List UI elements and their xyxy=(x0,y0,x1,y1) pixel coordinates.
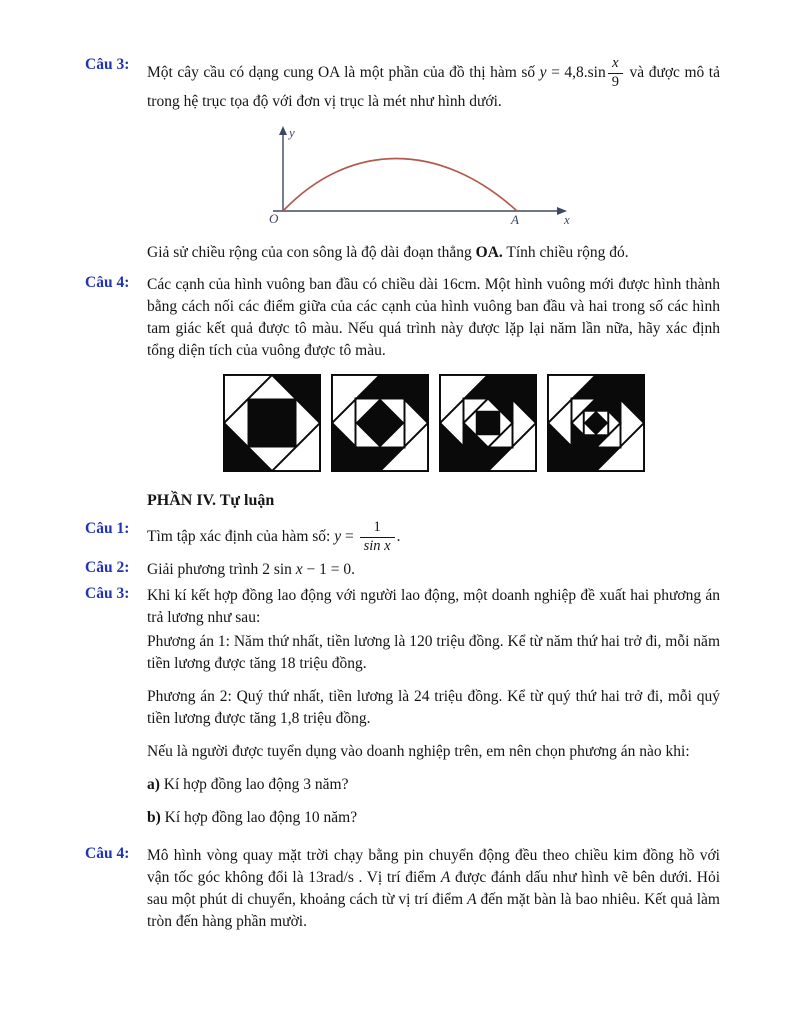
math-run: = 4,8.sin xyxy=(546,64,606,81)
x-axis-label: x xyxy=(564,211,570,225)
text-run: . xyxy=(396,527,401,545)
text-run: Kí hợp đồng lao động 3 năm? xyxy=(159,775,349,793)
text-run: được đánh dấu như hình vẽ bên dưới. Hỏi sau một phút di chuyển, khoảng cách từ vị trí điểm xyxy=(147,868,720,908)
paragraph: Phương án 1: Năm thứ nhất, tiền lương là 120 triệu đồng. Kể từ năm thứ hai trở đi, mỗi năm tiền lương được tăng 18 triệu đồng. xyxy=(147,632,720,672)
text-run: Một cây cầu có dạng cung OA là một phần của đồ thị hàm số xyxy=(147,64,540,81)
text-run: đến mặt bàn là bao nhiêu. Kết quả làm tròn đến hàng phần mười. xyxy=(147,890,720,930)
question-text xyxy=(147,56,720,264)
fractal-square-4 xyxy=(547,374,645,472)
fractal-square-1 xyxy=(223,374,321,472)
math-var-x: x xyxy=(295,560,303,578)
point-a-label: A xyxy=(511,211,519,225)
text-run: . xyxy=(351,560,356,578)
sine-bridge-graph xyxy=(265,123,720,232)
text-run: Tìm tập xác định của hàm số: xyxy=(147,527,335,545)
text-run: Tính chiều rộng đó. xyxy=(502,243,629,261)
option-b-marker: b) xyxy=(147,808,161,826)
text-run: Giả sử chiều rộng của con sông là độ dài đoạn thẳng xyxy=(147,243,476,261)
question-footer xyxy=(147,242,720,264)
math-run: = xyxy=(341,527,358,545)
question-text xyxy=(147,520,720,555)
fraction-x-over-9: $\frac{x}{9}$ xyxy=(608,56,623,91)
question-text xyxy=(147,845,720,933)
paragraph: Nếu là người được tuyển dụng vào doanh nghiệp trên, em nên chọn phương án nào khi: xyxy=(147,742,690,760)
paragraph: Khi kí kết hợp đồng lao động với người lao động, một doanh nghiệp đề xuất hai phương án trả lương như sau: xyxy=(147,586,720,626)
math-var-y: y xyxy=(334,527,342,545)
question-part4-2 xyxy=(0,559,792,581)
section-heading: PHẦN IV. Tự luận xyxy=(147,491,275,509)
question-label: Câu 1: xyxy=(85,519,130,537)
question-text xyxy=(147,585,720,831)
paragraph: Phương án 2: Quý thứ nhất, tiền lương là 24 triệu đồng. Kể từ quý thứ hai trở đi, mỗi quý tiền lương được tăng 1,8 triệu đồng. xyxy=(147,687,720,727)
option-b xyxy=(147,807,720,829)
question-label: Câu 3: xyxy=(85,56,130,73)
math-var-a: A xyxy=(467,890,477,908)
math-var-y: y xyxy=(539,64,547,81)
text-run: Kí hợp đồng lao động 10 năm? xyxy=(160,808,358,826)
segment-oa-bold: OA. xyxy=(475,243,503,261)
fraction-1-over-sinx: $\frac{1}{\text{sin x}}$ xyxy=(360,520,395,555)
text-run: Mô hình vòng quay mặt trời chạy bằng pin chuyển động đều theo chiều kim đồng hồ với vận tốc góc không đổi là 13rad/s . Vị trí điểm xyxy=(147,846,720,886)
question-label: Câu 4: xyxy=(85,273,130,291)
text-run: Giải phương trình xyxy=(147,560,263,578)
question-part3-3 xyxy=(0,56,792,264)
sine-arch-figure xyxy=(265,123,575,225)
question-text xyxy=(147,274,720,478)
question-part4-1 xyxy=(0,520,792,555)
question-label: Câu 3: xyxy=(85,584,130,602)
math-run: 2 sin xyxy=(262,560,296,578)
text-run: Các cạnh của hình vuông ban đầu có chiều dài 16cm. Một hình vuông mới được hình thành bằng cách nối các điểm giữa của các cạnh của hình vuông ban đầu và hai trong số các hình tam giác kết quả được tô màu. Nếu quá trình này được lặp lại năm lần nữa, hãy xác định tổng diện tích của vuông được tô màu. xyxy=(147,275,720,359)
option-a-marker: a) xyxy=(147,775,160,793)
origin-label: O xyxy=(269,210,279,225)
fractal-square-2 xyxy=(331,374,429,472)
question-text xyxy=(147,559,720,581)
question-label: Câu 2: xyxy=(85,558,130,576)
math-run: − 1 = 0 xyxy=(302,560,352,578)
question-part4-3 xyxy=(0,585,792,831)
y-axis-label: y xyxy=(289,124,295,140)
question-part4-4 xyxy=(0,845,792,933)
text-run: và được mô tả trong hệ trục tọa độ với đơn vị trục là mét như hình dưới. xyxy=(147,64,720,110)
fractal-square-3 xyxy=(439,374,537,472)
fractal-squares-row xyxy=(147,374,720,472)
option-a xyxy=(147,774,720,796)
question-label: Câu 4: xyxy=(85,844,130,862)
sine-arch-curve xyxy=(283,158,517,211)
question-part3-4 xyxy=(0,274,792,478)
math-var-a: A xyxy=(440,868,451,886)
y-axis-arrow-icon xyxy=(279,126,287,135)
